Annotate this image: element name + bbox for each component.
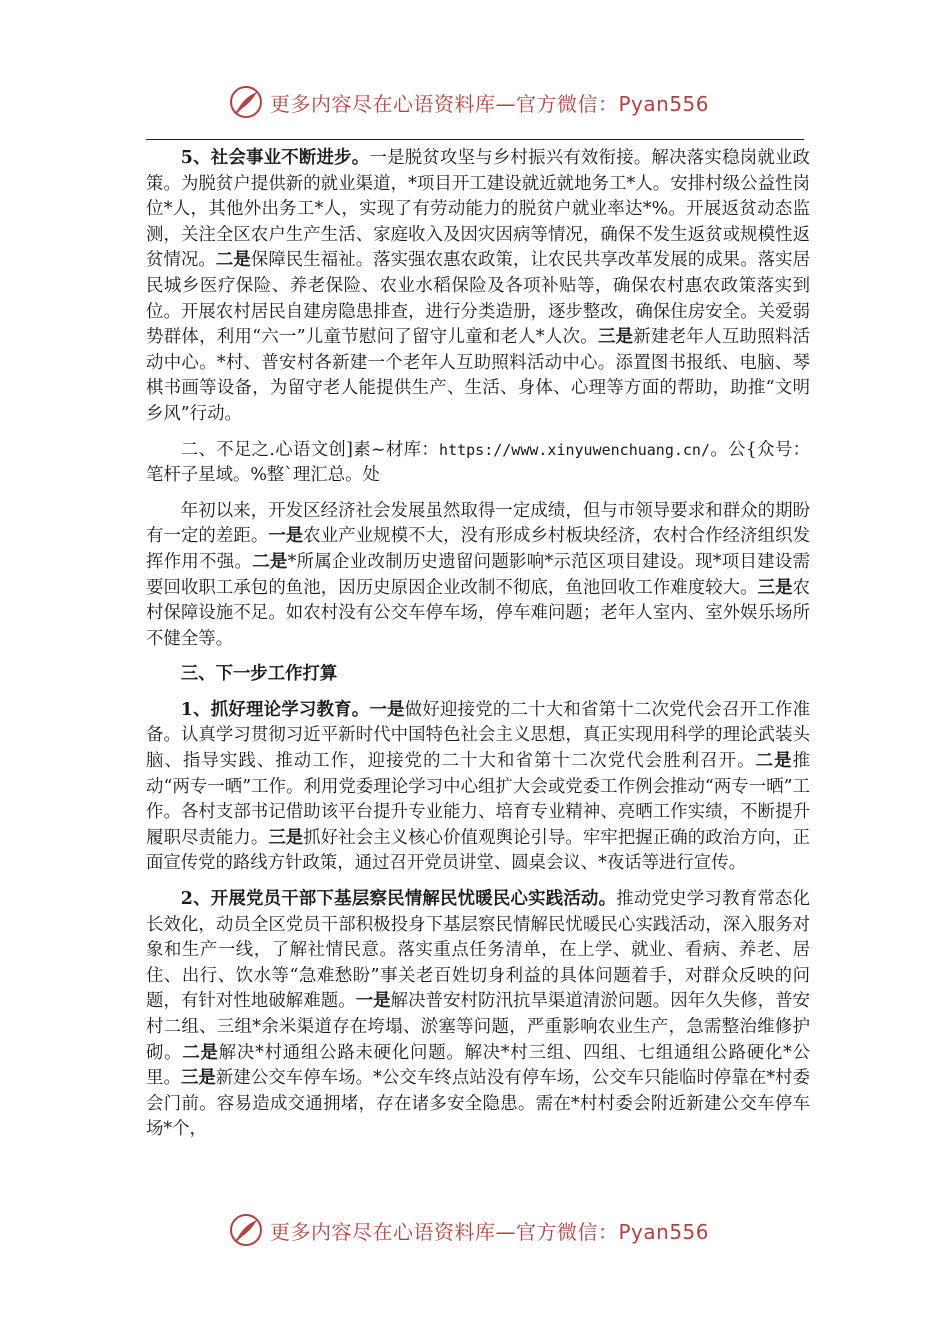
keyword-second: 二是 xyxy=(215,250,251,271)
quill-logo-icon xyxy=(228,84,264,120)
paragraph-text: 解决*村通组公路未硬化问题。解决*村三组、四组、七组通组公路硬化*公里。 xyxy=(146,1042,810,1089)
paragraph-text: 年初以来，开发区经济社会发展虽然取得一定成绩，但与市领导要求和群众的期盼有一定的差距。 xyxy=(146,500,810,547)
keyword-second: 二是 xyxy=(252,551,288,572)
paragraph-text: 脱贫攻坚与乡村振兴有效衔接。解决落实稳岗就业政策。为脱贫户提供新的就业渠道，*项目开工建设就近就地务工*人。安排村级公益性岗位*人，其他外出务工*人，实现了有劳动能力的脱贫户就业率达*%。开展返贫动态监测，关注全区农户生产生活、家庭收入及因灾因病等情况，确保不发生返贫或规模性返贫情况。 xyxy=(146,148,810,271)
keyword-first: 一是 xyxy=(369,699,405,720)
paragraph-text: 推动“两专一晒”工作。利用党委理论学习中心组扩大会或党委工作例会推动“两专一晒”工作。各村支部书记借助该平台提升专业能力、培育专业精神、亮晒工作实绩，不断提升履职尽责能力。 xyxy=(146,751,810,848)
paragraph-text: 农村保障设施不足。如农村没有公交车停车场，停车难问题；老年人室内、室外娱乐场所不健全等。 xyxy=(146,577,810,649)
keyword-third: 三是 xyxy=(757,577,793,598)
keyword-first: 一是 xyxy=(268,526,304,547)
source-url: https://www.xinyuwenchuang.cn/ xyxy=(439,440,710,459)
paragraph-text: *所属企业改制历史遗留问题影响*示范区项目建设。现*项目建设需要回收职工承包的鱼池，因历史原因企业改制不彻底，鱼池回收工作难度较大。 xyxy=(146,551,810,598)
paragraph-lead: 5、社会事业不断进步。 xyxy=(180,148,370,168)
paragraph-theory-study xyxy=(146,698,810,877)
paragraph-shortcomings xyxy=(146,499,810,653)
keyword-second: 二是 xyxy=(755,751,793,772)
keyword-second: 二是 xyxy=(182,1042,219,1063)
section-heading-next-steps: 三、下一步工作打算 xyxy=(180,664,338,685)
quill-logo-icon xyxy=(228,1212,264,1248)
footer-banner-text: 更多内容尽在心语资料库—官方微信：Pyan556 xyxy=(270,1219,710,1244)
section-heading-text: 二、不足之.心语文创]素~材库： xyxy=(180,439,440,460)
paragraph-lead: 1、抓好理论学习教育。 xyxy=(180,699,370,720)
keyword-third: 三是 xyxy=(180,1068,216,1089)
header-banner xyxy=(228,82,709,122)
keyword-first: 一是 xyxy=(355,991,391,1012)
paragraph-text: 保障民生福祉。落实强农惠农政策，让农民共享改革发展的成果。落实居民城乡医疗保险、养老保险、农业水稻保险及各项补贴等，确保农村惠农政策落实到位。开展农村居民自建房隐患排查，进行分类造册，逐步整改，确保住房安全。关爱弱势群体，利用“六一”儿童节慰问了留守儿童和老人*人次。 xyxy=(146,250,810,348)
keyword-first: 一是 xyxy=(369,148,405,168)
paragraph-text: 抓好社会主义核心价值观舆论引导。牢牢把握正确的政治方向，正面宣传党的路线方针政策，通过召开党员讲堂、圆桌会议、*夜话等进行宣传。 xyxy=(146,827,810,874)
paragraph-text: 新建公交车停车场。*公交车终点站没有停车场，公交车只能临时停靠在*村委会门前。容易造成交通拥堵，存在诸多安全隐患。需在*村村委会附近新建公交车停车场*个， xyxy=(146,1068,810,1140)
paragraph-text: 解决普安村防汛抗旱渠道清淤问题。因年久失修，普安村二组、三组*余米渠道存在垮塌、淤塞等问题，严重影响农业生产，急需整治维修护砌。 xyxy=(146,991,810,1063)
paragraph-social-progress xyxy=(146,146,810,428)
paragraph-text: 农业产业规模不大，没有形成乡村板块经济，农村合作经济组织发挥作用不强。 xyxy=(146,526,810,572)
document-body xyxy=(146,146,810,1153)
paragraph-grassroots-practice xyxy=(146,887,810,1143)
header-banner-text: 更多内容尽在心语资料库—官方微信：Pyan556 xyxy=(270,91,710,116)
footer-banner xyxy=(228,1210,709,1250)
header-divider xyxy=(146,139,804,140)
section-heading-suffix: 。公{众号：笔杆子星域。%整`理汇总。处 xyxy=(146,439,810,486)
paragraph-text: 新建老年人互助照料活动中心。*村、普安村各新建一个老年人互助照料活动中心。添置图书报纸、电脑、琴棋书画等设备，为留守老人能提供生产、生活、身体、心理等方面的帮助，助推“文明乡风”行动。 xyxy=(146,327,810,424)
paragraph-text: 推动党史学习教育常态化长效化，动员全区党员干部积极投身下基层察民情解民忧暖民心实践活动，深入服务对象和生产一线，了解社情民意。落实重点任务清单，在上学、就业、看病、养老、居住、出行、饮水等“急难愁盼”事关老百姓切身利益的具体问题着手，对群众反映的问题，有针对性地破解难题。 xyxy=(146,889,810,1012)
paragraph-shortcomings-heading xyxy=(146,438,810,489)
keyword-third: 三是 xyxy=(268,827,304,848)
keyword-third: 三是 xyxy=(597,327,634,348)
paragraph-lead: 2、开展党员干部下基层察民情解民忧暖民心实践活动。 xyxy=(180,889,617,910)
paragraph-text: 做好迎接党的二十大和省第十二次党代会召开工作准备。认真学习贯彻习近平新时代中国特色社会主义思想，真正实现用科学的理论武装头脑、指导实践、推动工作，迎接党的二十大和省第十二次党代会胜利召开。 xyxy=(146,699,810,772)
